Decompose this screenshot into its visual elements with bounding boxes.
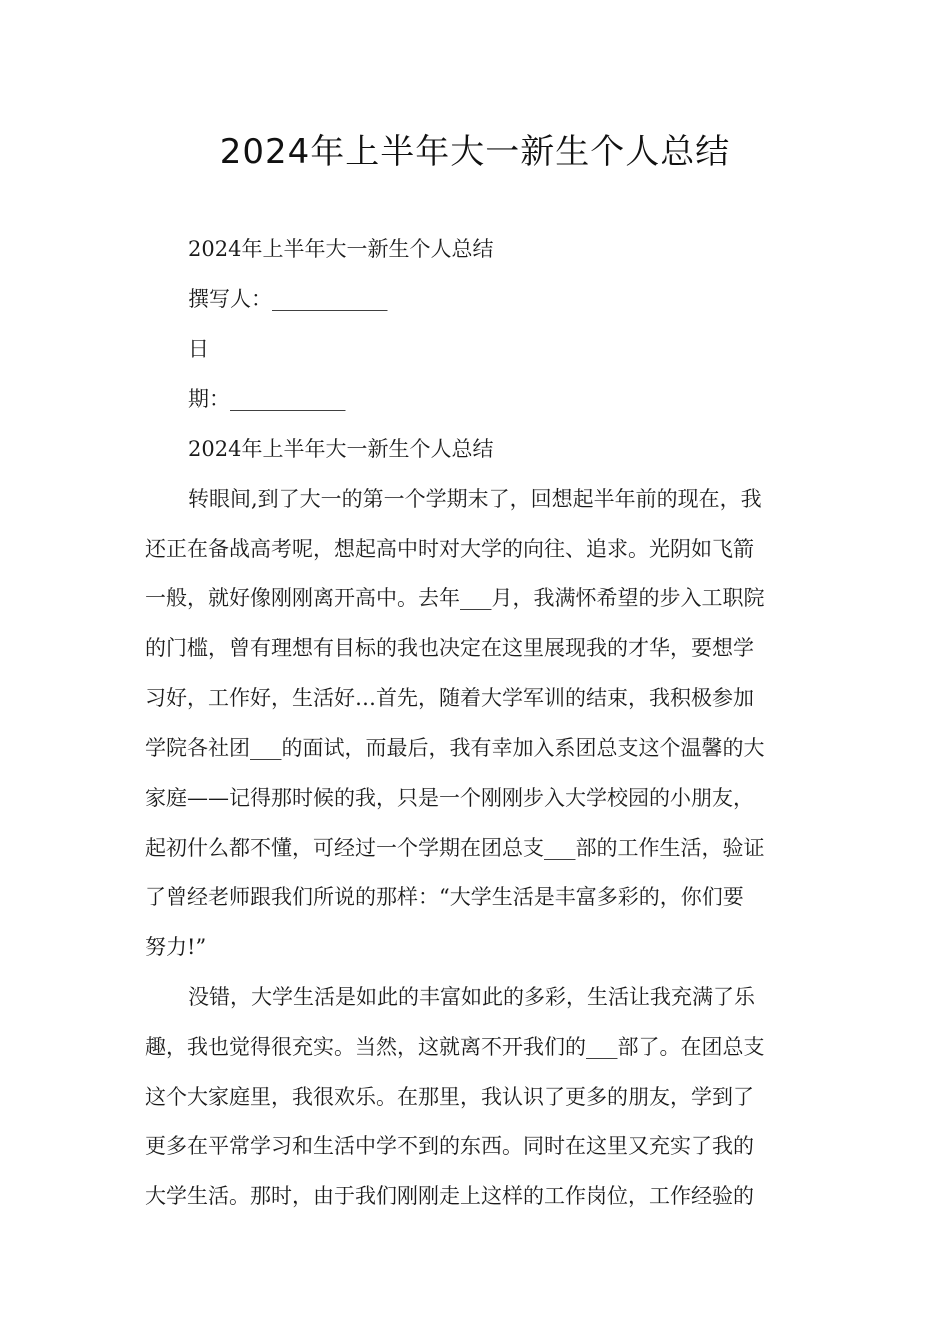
header-line-title: 2024年上半年大一新生个人总结 (188, 237, 494, 261)
document-title: 2024年上半年大一新生个人总结 (219, 132, 731, 172)
paragraph-line: 学院各社团___的面试，而最后，我有幸加入系团总支这个温馨的大 (145, 736, 765, 760)
header-line-date: 期：___________ (188, 387, 346, 411)
paragraph-line: 起初什么都不懂，可经过一个学期在团总支___部的工作生活，验证 (145, 836, 765, 860)
paragraph-line: 习好，工作好，生活好…首先，随着大学军训的结束，我积极参加 (145, 686, 754, 710)
paragraph-line: 没错，大学生活是如此的丰富如此的多彩，生活让我充满了乐 (188, 985, 755, 1009)
paragraph-line: 努力!” (145, 935, 207, 959)
paragraph-line: 了曾经老师跟我们所说的那样：“大学生活是丰富多彩的，你们要 (145, 885, 744, 909)
header-line-subtitle: 2024年上半年大一新生个人总结 (188, 437, 494, 461)
paragraph-line: 的门槛，曾有理想有目标的我也决定在这里展现我的才华，要想学 (145, 636, 754, 660)
paragraph-line: 转眼间,到了大一的第一个学期末了，回想起半年前的现在，我 (188, 487, 762, 511)
header-line-date-label: 日 (188, 337, 209, 361)
paragraph-line: 还正在备战高考呢，想起高中时对大学的向往、追求。光阴如飞箭 (145, 537, 754, 561)
paragraph-line: 大学生活。那时，由于我们刚刚走上这样的工作岗位，工作经验的 (145, 1184, 754, 1208)
paragraph-line: 更多在平常学习和生活中学不到的东西。同时在这里又充实了我的 (145, 1134, 754, 1158)
paragraph-line: 这个大家庭里，我很欢乐。在那里，我认识了更多的朋友，学到了 (145, 1085, 754, 1109)
paragraph-line: 趣，我也觉得很充实。当然，这就离不开我们的___部了。在团总支 (145, 1035, 765, 1059)
header-line-author: 撰写人：___________ (188, 287, 388, 311)
paragraph-line: 家庭——记得那时候的我，只是一个刚刚步入大学校园的小朋友， (145, 786, 754, 810)
paragraph-line: 一般，就好像刚刚离开高中。去年___月，我满怀希望的步入工职院 (145, 586, 765, 610)
